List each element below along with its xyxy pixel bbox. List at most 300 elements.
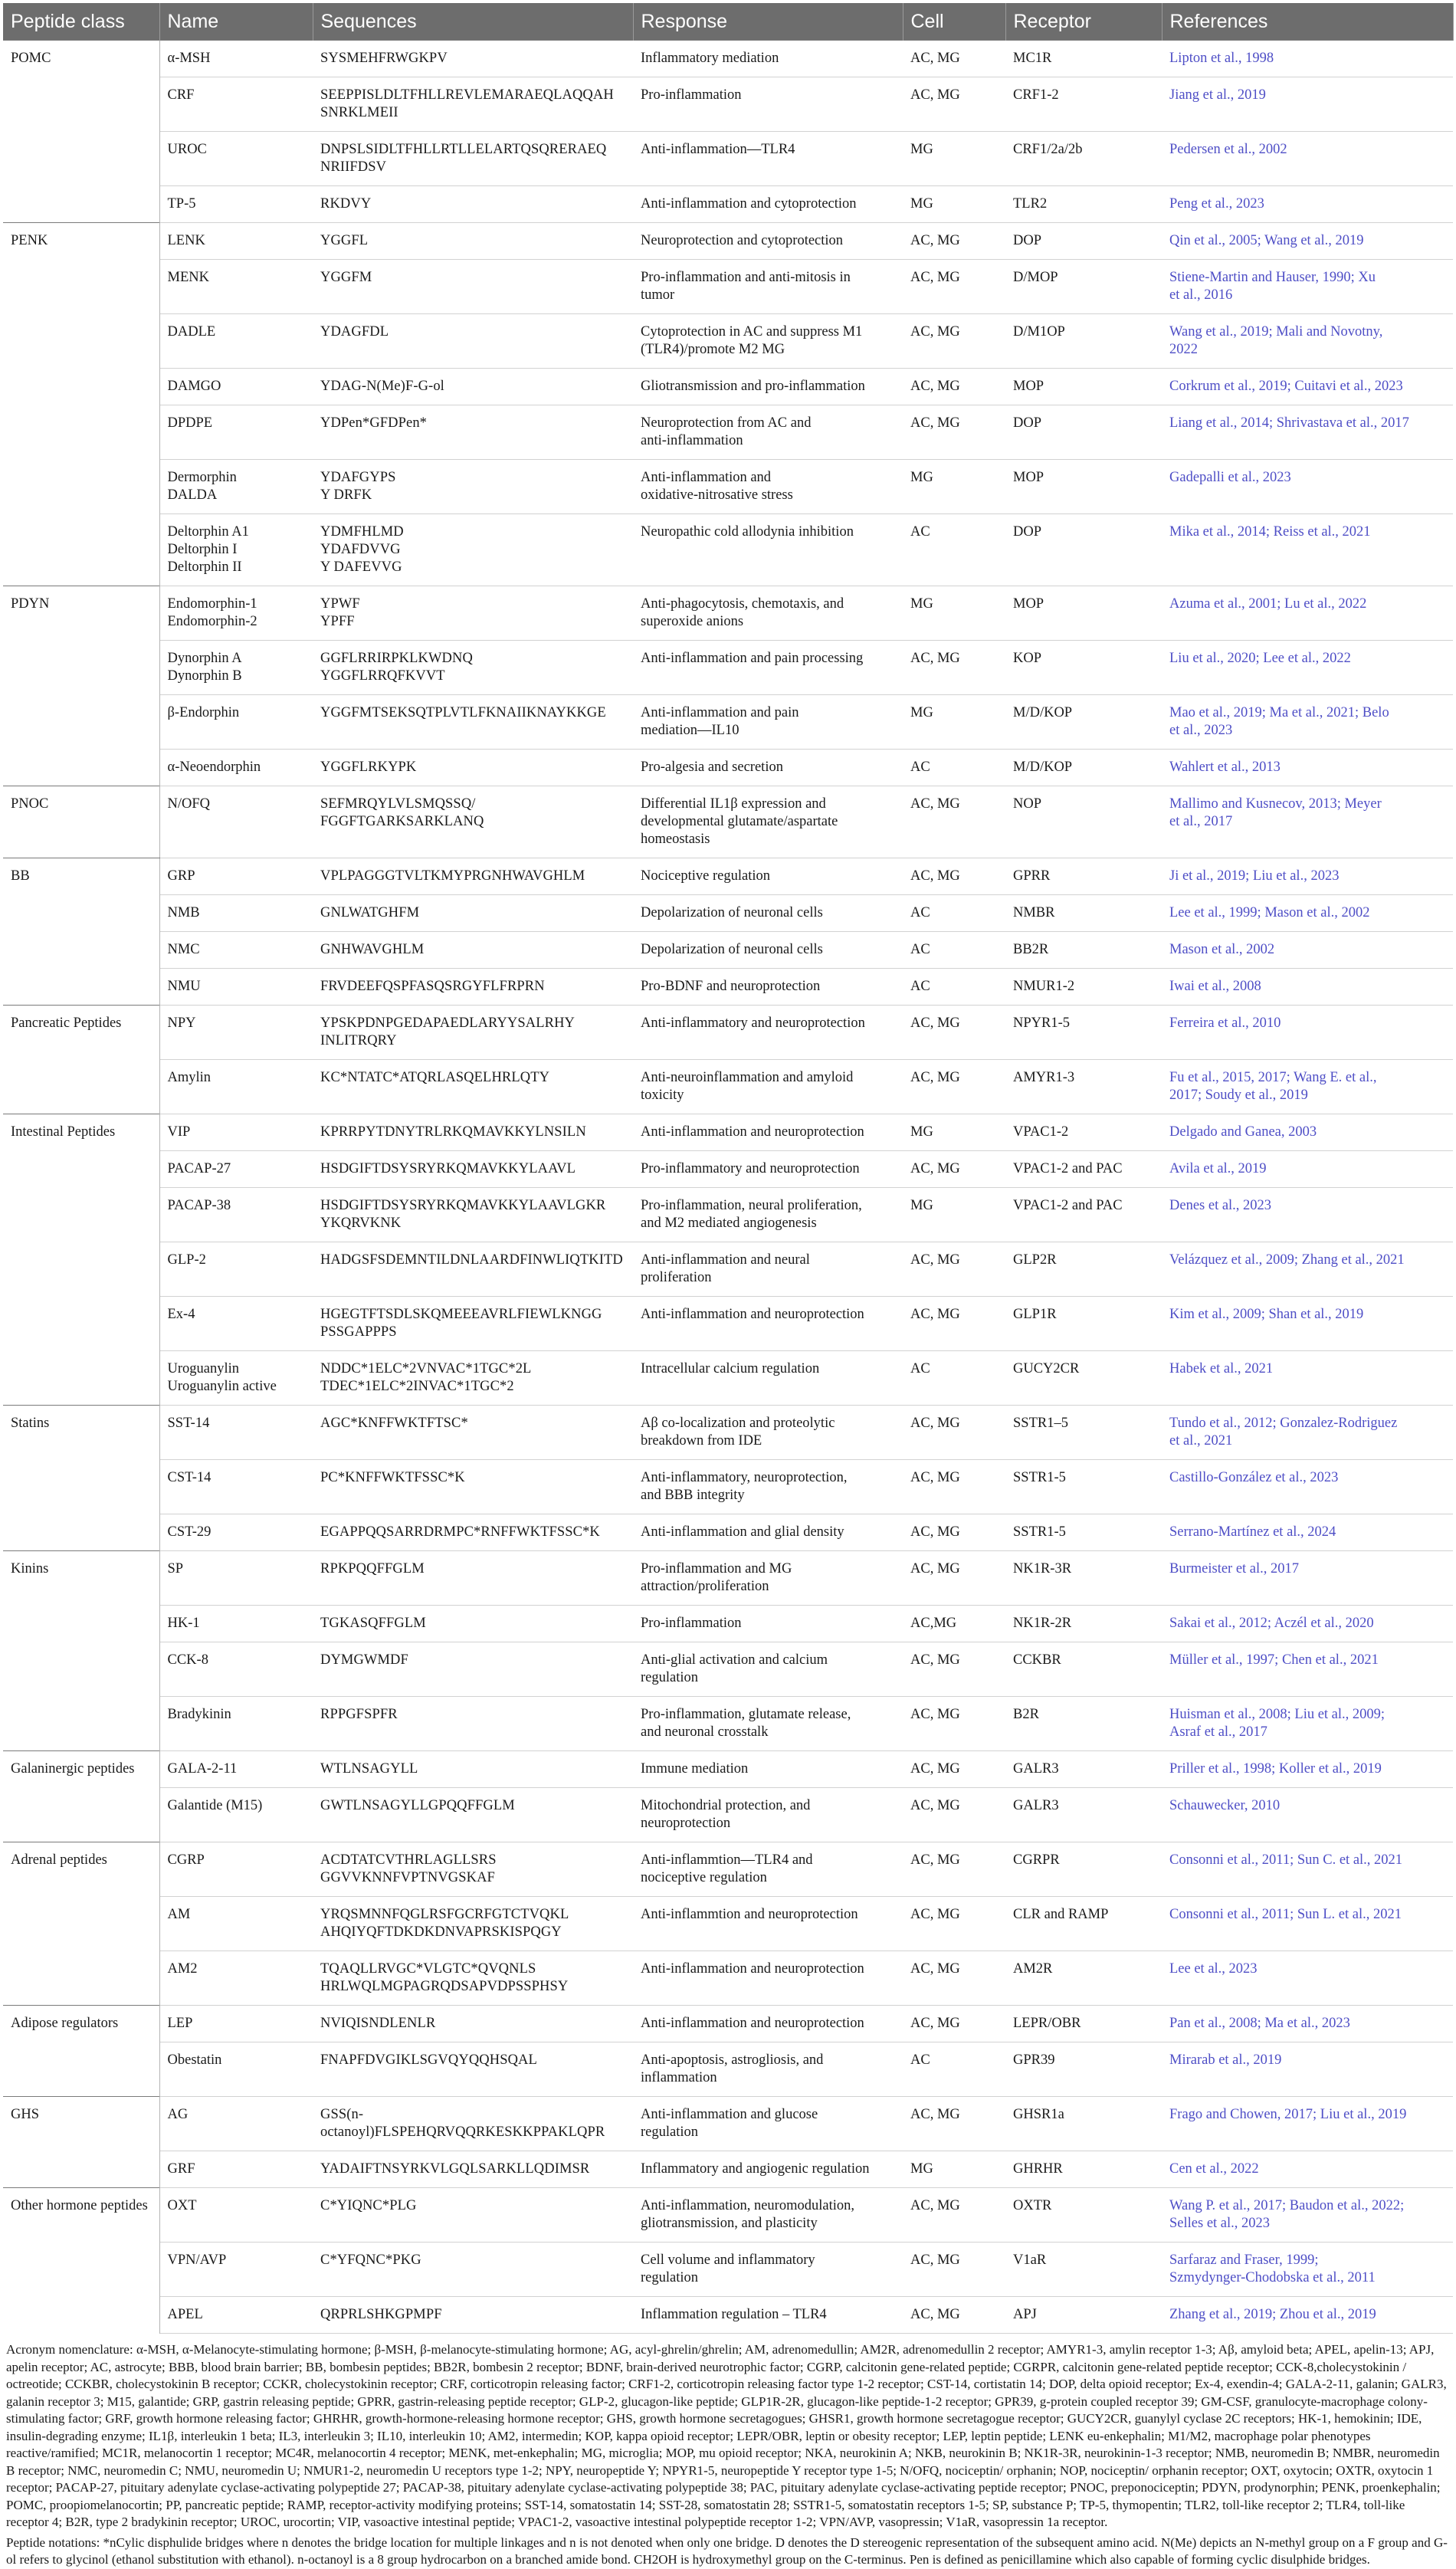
receptor: NMUR1-2 [1005,969,1162,1006]
reference-link[interactable]: 2017; Soudy et al., 2019 [1169,1088,1308,1103]
peptide-name-cell [159,1514,313,1551]
sequence-cell [313,1006,633,1060]
cell-type: AC, MG [903,1897,1005,1951]
response-line: Mitochondrial protection, and [641,1798,811,1813]
sequence-line: AHQIYQFTDKDKDNVAPRSKISPQGY [320,1924,562,1940]
reference-cell [1162,2151,1453,2188]
sequence-line: ACDTATCVTHRLAGLLSRS [320,1852,497,1868]
response-line: Cell volume and inflammatory [641,2252,815,2268]
reference-link[interactable]: Stiene-Martin and Hauser, 1990; Xu [1169,270,1376,285]
reference-link[interactable]: Azuma et al., 2001; Lu et al., 2022 [1169,596,1367,612]
peptide-name-cell [159,2243,313,2297]
table-row [3,260,1453,314]
peptide-name-cell [159,1788,313,1842]
reference-link[interactable]: Tundo et al., 2012; Gonzalez-Rodriguez [1169,1416,1398,1431]
receptor: M/D/KOP [1005,750,1162,786]
sequence-line: C*YIQNC*PLG [320,2198,417,2213]
sequence-line: GWTLNSAGYLLGPQQFFGLM [320,1798,515,1813]
table-row [3,1151,1453,1188]
sequence-cell [313,1460,633,1514]
reference-cell [1162,1297,1453,1351]
reference-link[interactable]: Denes et al., 2023 [1169,1198,1272,1213]
response-line: Anti-inflammation and pain processing [641,651,864,666]
reference-link[interactable]: Mao et al., 2019; Ma et al., 2021; Belo [1169,705,1389,720]
reference-link[interactable]: Zhang et al., 2019; Zhou et al., 2019 [1169,2307,1376,2322]
peptide-name: PACAP-27 [167,1161,231,1176]
response-cell [633,1060,903,1114]
receptor: GPRR [1005,858,1162,895]
table-row [3,586,1453,641]
table-row [3,2042,1453,2097]
receptor: MOP [1005,460,1162,514]
sequence-line: YGGFM [320,270,372,285]
reference-link[interactable]: Mallimo and Kusnecov, 2013; Meyer [1169,796,1382,812]
reference-link[interactable]: Avila et al., 2019 [1169,1161,1267,1176]
table-row [3,932,1453,969]
response-cell [633,1514,903,1551]
response-line: regulation [641,2124,699,2140]
reference-link[interactable]: Ferreira et al., 2010 [1169,1015,1281,1031]
peptide-name-cell [159,1006,313,1060]
cell-type: AC, MG [903,1242,1005,1297]
peptide-name-cell [159,1188,313,1242]
peptide-name: Dynorphin B [167,668,242,684]
response-line: Anti-inflammation and pain [641,705,799,720]
table-row [3,369,1453,405]
table-row [3,2243,1453,2297]
peptide-name-cell [159,2042,313,2097]
response-line: Anti-inflammtion and neuroprotection [641,1907,858,1922]
reference-link[interactable]: Huisman et al., 2008; Liu et al., 2009; [1169,1707,1385,1722]
receptor: GPR39 [1005,2042,1162,2097]
reference-cell [1162,1897,1453,1951]
sequence-cell [313,2297,633,2334]
reference-cell [1162,750,1453,786]
sequence-line: YDMFHLMD [320,524,404,540]
reference-link[interactable]: Wahlert et al., 2013 [1169,760,1281,775]
table-row [3,186,1453,223]
receptor: AMYR1-3 [1005,1060,1162,1114]
sequence-cell [313,1606,633,1642]
sequence-cell [313,41,633,77]
peptide-name-cell [159,2006,313,2042]
peptide-class: PDYN [3,586,159,786]
receptor: GALR3 [1005,1788,1162,1842]
reference-link[interactable]: Sarfaraz and Fraser, 1999; [1169,2252,1319,2268]
table-row [3,405,1453,460]
sequence-line: SYSMEHFRWGKPV [320,51,448,66]
table-row [3,2151,1453,2188]
reference-cell [1162,2188,1453,2243]
reference-link[interactable]: Ji et al., 2019; Liu et al., 2023 [1169,868,1340,884]
reference-link[interactable]: Iwai et al., 2008 [1169,979,1261,994]
peptide-name: Bradykinin [167,1707,231,1722]
peptide-name: HK-1 [167,1616,200,1631]
response-line: proliferation [641,1270,712,1285]
sequence-line: YDAFDVVG [320,542,401,557]
sequence-cell [313,77,633,132]
sequence-line: C*YFQNC*PKG [320,2252,421,2268]
response-line: Gliotransmission and pro-inflammation [641,379,865,394]
sequence-line: FNAPFDVGIKLSGVQYQQHSQAL [320,2052,537,2068]
response-line: Anti-inflammation and neural [641,1252,810,1268]
cell-type: AC, MG [903,2097,1005,2151]
reference-link[interactable]: Wang P. et al., 2017; Baudon et al., 2022; [1169,2198,1405,2213]
receptor: KOP [1005,641,1162,695]
sequence-line: YPWF [320,596,360,612]
response-line: superoxide anions [641,614,744,629]
response-line: Neuropathic cold allodynia inhibition [641,524,854,540]
peptide-name: DALDA [167,487,218,503]
sequence-line: PC*KNFFWKTFSSC*K [320,1470,465,1485]
reference-link[interactable]: Sakai et al., 2012; Aczél et al., 2020 [1169,1616,1374,1631]
response-line: Anti-inflammatory, neuroprotection, [641,1470,848,1485]
sequence-line: EGAPPQQSARRDRMPC*RNFFWKTFSSC*K [320,1524,600,1540]
table-row [3,750,1453,786]
sequence-line: HSDGIFTDSYSRYRKQMAVKKYLAAVLGKR [320,1198,606,1213]
peptide-class: BB [3,858,159,1006]
response-line: Anti-phagocytosis, chemotaxis, and [641,596,844,612]
reference-link[interactable]: Lipton et al., 1998 [1169,51,1274,66]
receptor: LEPR/OBR [1005,2006,1162,2042]
sequence-cell [313,1351,633,1406]
reference-cell [1162,223,1453,260]
sequence-line: YGGFL [320,233,369,248]
reference-link[interactable]: Müller et al., 1997; Chen et al., 2021 [1169,1652,1379,1668]
response-cell [633,1842,903,1897]
reference-cell [1162,2297,1453,2334]
reference-link[interactable]: Kim et al., 2009; Shan et al., 2019 [1169,1307,1364,1322]
table-body [3,41,1453,2334]
response-line: tumor [641,287,675,303]
notation-note: Peptide notations: *nCylic disphulide bridges where n denotes the bridge location for multiple linkages and n is not denoted when only one bridge. D denotes the D stereogenic representation of the subsequent amino acid. N(Me) depicts an N-methyl group on a F group and G-ol refers to glycinol (ethanol substitution with ethanol). n-octanoyl is a 8 group hydrocarbon on a branched amide bond. CH2OH is hydroxymethyl group on the C-terminus. Pen is defined as penicillamine which also capable of forming cyclic disulphide bridges. [6,2535,1448,2567]
peptide-table [3,3,1454,2334]
receptor: MOP [1005,586,1162,641]
cell-type: AC, MG [903,1951,1005,2006]
reference-link[interactable]: Szmydynger-Chodobska et al., 2011 [1169,2270,1376,2285]
peptide-class: POMC [3,41,159,223]
sequence-line: RPKPQQFFGLM [320,1561,425,1577]
table-row [3,460,1453,514]
peptide-name: Deltorphin II [167,559,242,575]
reference-link[interactable]: Mika et al., 2014; Reiss et al., 2021 [1169,524,1371,540]
reference-link[interactable]: Lee et al., 2023 [1169,1961,1258,1977]
table-row [3,1514,1453,1551]
response-cell [633,786,903,858]
reference-link[interactable]: Qin et al., 2005; Wang et al., 2019 [1169,233,1364,248]
peptide-name-cell [159,1751,313,1788]
cell-type: AC, MG [903,1751,1005,1788]
reference-cell [1162,460,1453,514]
reference-cell [1162,405,1453,460]
reference-link[interactable]: et al., 2017 [1169,814,1233,829]
response-line: Differential IL1β expression and [641,796,826,812]
table-row [3,1188,1453,1242]
response-line: Pro-inflammation [641,87,742,103]
peptide-name: DADLE [167,324,216,340]
response-line: Anti-inflammation and neuroprotection [641,1124,864,1140]
reference-link[interactable]: Lee et al., 1999; Mason et al., 2002 [1169,905,1370,920]
table-row [3,2097,1453,2151]
response-cell [633,2097,903,2151]
peptide-name: LENK [167,233,205,248]
response-line: Anti-inflammation and neuroprotection [641,1307,864,1322]
sequence-cell [313,1297,633,1351]
reference-link[interactable]: Frago and Chowen, 2017; Liu et al., 2019 [1169,2107,1407,2122]
peptide-name: VIP [167,1124,191,1140]
peptide-name: NMB [167,905,200,920]
peptide-name: PACAP-38 [167,1198,231,1213]
response-line: Immune mediation [641,1761,749,1777]
peptide-name-cell [159,2188,313,2243]
peptide-name: α-Neoendorphin [167,760,261,775]
reference-cell [1162,1842,1453,1897]
reference-link[interactable]: Habek et al., 2021 [1169,1361,1274,1376]
peptide-name-cell [159,2297,313,2334]
sequence-line: Y DRFK [320,487,372,503]
cell-type: MG [903,1114,1005,1151]
response-line: inflammation [641,2070,717,2085]
sequence-cell [313,1551,633,1606]
peptide-name-cell [159,969,313,1006]
reference-link[interactable]: Castillo-González et al., 2023 [1169,1470,1339,1485]
reference-link[interactable]: Priller et al., 1998; Koller et al., 2019 [1169,1761,1382,1777]
sequence-cell [313,586,633,641]
response-cell [633,260,903,314]
response-line: Inflammatory mediation [641,51,779,66]
peptide-name: Uroguanylin active [167,1379,277,1394]
response-cell [633,641,903,695]
peptide-class: GHS [3,2097,159,2188]
peptide-name-cell [159,1114,313,1151]
sequence-line: YPFF [320,614,355,629]
receptor: NOP [1005,786,1162,858]
receptor: SSTR1-5 [1005,1514,1162,1551]
header-sequences: Sequences [313,3,633,41]
peptide-name: OXT [167,2198,197,2213]
cell-type: AC, MG [903,1297,1005,1351]
response-cell [633,2042,903,2097]
receptor: NK1R-3R [1005,1551,1162,1606]
peptide-name: Endomorphin-2 [167,614,257,629]
reference-link[interactable]: Pan et al., 2008; Ma et al., 2023 [1169,2016,1350,2031]
response-line: Neuroprotection and cytoprotection [641,233,844,248]
table-row [3,2006,1453,2042]
table-header [3,3,1453,41]
reference-link[interactable]: Selles et al., 2023 [1169,2216,1271,2231]
cell-type: AC, MG [903,1460,1005,1514]
reference-link[interactable]: 2022 [1169,342,1198,357]
table-row [3,132,1453,186]
response-cell [633,132,903,186]
sequence-cell [313,2097,633,2151]
reference-cell [1162,2042,1453,2097]
response-cell [633,223,903,260]
reference-link[interactable]: Mason et al., 2002 [1169,942,1275,957]
response-cell [633,695,903,750]
response-line: Anti-inflammation, neuromodulation, [641,2198,854,2213]
table-row [3,41,1453,77]
table-row [3,1897,1453,1951]
reference-cell [1162,1951,1453,2006]
peptide-name: Deltorphin A1 [167,524,249,540]
cell-type: AC, MG [903,1406,1005,1460]
peptide-name: APEL [167,2307,203,2322]
reference-link[interactable]: Wang et al., 2019; Mali and Novotny, [1169,324,1383,340]
peptide-name: α-MSH [167,51,211,66]
receptor: CRF1/2a/2b [1005,132,1162,186]
table-row [3,1006,1453,1060]
reference-cell [1162,695,1453,750]
sequence-cell [313,1514,633,1551]
receptor: GLP2R [1005,1242,1162,1297]
peptide-name-cell [159,1551,313,1606]
reference-link[interactable]: et al., 2023 [1169,723,1233,738]
reference-cell [1162,1151,1453,1188]
sequence-line: FGGFTGARKSARKLANQ [320,814,484,829]
reference-link[interactable]: Pedersen et al., 2002 [1169,142,1287,157]
peptide-name-cell [159,1606,313,1642]
receptor: V1aR [1005,2243,1162,2297]
response-line: gliotransmission, and plasticity [641,2216,818,2231]
peptide-name-cell [159,586,313,641]
sequence-line: YGGFLRRQFKVVT [320,668,445,684]
cell-type: MG [903,2151,1005,2188]
reference-cell [1162,369,1453,405]
peptide-name: UROC [167,142,207,157]
reference-link[interactable]: Mirarab et al., 2019 [1169,2052,1282,2068]
peptide-name: TP-5 [167,196,196,212]
table-row [3,1460,1453,1514]
reference-cell [1162,1060,1453,1114]
cell-type: AC [903,750,1005,786]
reference-link[interactable]: Gadepalli et al., 2023 [1169,470,1291,485]
cell-type: AC, MG [903,858,1005,895]
reference-link[interactable]: Serrano-Martínez et al., 2024 [1169,1524,1336,1540]
sequence-line: NVIQISNDLENLR [320,2016,436,2031]
sequence-cell [313,1642,633,1697]
reference-cell [1162,1460,1453,1514]
response-line: and M2 mediated angiogenesis [641,1216,817,1231]
reference-link[interactable]: Jiang et al., 2019 [1169,87,1266,103]
peptide-name-cell [159,514,313,586]
response-line: mediation—IL10 [641,723,739,738]
response-line: oxidative-nitrosative stress [641,487,793,503]
reference-link[interactable]: Burmeister et al., 2017 [1169,1561,1300,1577]
cell-type: AC, MG [903,1642,1005,1697]
response-line: and neuronal crosstalk [641,1724,769,1740]
sequence-cell [313,2042,633,2097]
reference-link[interactable]: Asraf et al., 2017 [1169,1724,1267,1740]
response-line: Anti-inflammation and neuroprotection [641,1961,864,1977]
reference-link[interactable]: Liang et al., 2014; Shrivastava et al., 2017 [1169,415,1409,431]
sequence-cell [313,2006,633,2042]
reference-cell [1162,1697,1453,1751]
sequence-line: SNRKLMEII [320,105,398,120]
response-cell [633,460,903,514]
peptide-name-cell [159,2151,313,2188]
sequence-line: YDAFGYPS [320,470,396,485]
response-line: regulation [641,1670,699,1685]
response-cell [633,895,903,932]
table-row [3,223,1453,260]
reference-link[interactable]: Liu et al., 2020; Lee et al., 2022 [1169,651,1351,666]
sequence-line: YDAGFDL [320,324,389,340]
reference-link[interactable]: Velázquez et al., 2009; Zhang et al., 2021 [1169,1252,1405,1268]
response-cell [633,1297,903,1351]
reference-link[interactable]: Peng et al., 2023 [1169,196,1264,212]
receptor: DOP [1005,223,1162,260]
response-cell [633,2297,903,2334]
response-line: developmental glutamate/aspartate [641,814,838,829]
reference-link[interactable]: Consonni et al., 2011; Sun L. et al., 2021 [1169,1907,1402,1922]
peptide-name-cell [159,1951,313,2006]
cell-type: AC, MG [903,1060,1005,1114]
sequence-line: YADAIFTNSYRKVLGQLSARKLLQDIMSR [320,2161,590,2177]
reference-link[interactable]: et al., 2016 [1169,287,1233,303]
response-line: Intracellular calcium regulation [641,1361,820,1376]
cell-type: AC, MG [903,786,1005,858]
response-line: Anti-inflammation and [641,470,772,485]
table-row [3,1842,1453,1897]
peptide-name-cell [159,1842,313,1897]
sequence-line: YGGFMTSEKSQTPLVTLFKNAIIKNAYKKGE [320,705,606,720]
reference-link[interactable]: et al., 2021 [1169,1433,1233,1449]
sequence-cell [313,514,633,586]
reference-cell [1162,77,1453,132]
reference-link[interactable]: Corkrum et al., 2019; Cuitavi et al., 2023 [1169,379,1403,394]
peptide-name-cell [159,1697,313,1751]
reference-link[interactable]: Cen et al., 2022 [1169,2161,1259,2177]
receptor: M/D/KOP [1005,695,1162,750]
sequence-line: GGVVKNNFVPTNVGSKAF [320,1870,495,1885]
cell-type: AC [903,2042,1005,2097]
peptide-name: SST-14 [167,1416,210,1431]
reference-cell [1162,1751,1453,1788]
peptide-name: CCK-8 [167,1652,208,1668]
response-cell [633,77,903,132]
sequence-line: PSSGAPPPS [320,1324,397,1340]
reference-link[interactable]: Fu et al., 2015, 2017; Wang E. et al., [1169,1070,1377,1085]
reference-link[interactable]: Consonni et al., 2011; Sun C. et al., 2021 [1169,1852,1403,1868]
response-line: Pro-inflammation, glutamate release, [641,1707,851,1722]
reference-cell [1162,1188,1453,1242]
reference-link[interactable]: Schauwecker, 2010 [1169,1798,1281,1813]
table-row [3,895,1453,932]
sequence-line: YKQRVKNK [320,1216,402,1231]
peptide-name: GALA-2-11 [167,1761,238,1777]
sequence-line: HRLWQLMGPAGRQDSAPVDPSSPHSY [320,1979,569,1994]
response-cell [633,1697,903,1751]
peptide-name: Amylin [167,1070,212,1085]
response-line: Anti-inflammtion—TLR4 and [641,1852,813,1868]
reference-link[interactable]: Delgado and Ganea, 2003 [1169,1124,1317,1140]
response-line: Depolarization of neuronal cells [641,905,823,920]
sequence-line: HSDGIFTDSYSRYRKQMAVKKYLAAVL [320,1161,576,1176]
sequence-cell [313,2243,633,2297]
peptide-name-cell [159,1151,313,1188]
response-line: nociceptive regulation [641,1870,767,1885]
response-cell [633,369,903,405]
table-footnotes [3,2341,1453,2569]
cell-type: AC, MG [903,260,1005,314]
peptide-name: NMC [167,942,200,957]
response-cell [633,1788,903,1842]
cell-type: AC [903,895,1005,932]
table-row [3,2297,1453,2334]
sequence-cell [313,969,633,1006]
receptor: GHRHR [1005,2151,1162,2188]
